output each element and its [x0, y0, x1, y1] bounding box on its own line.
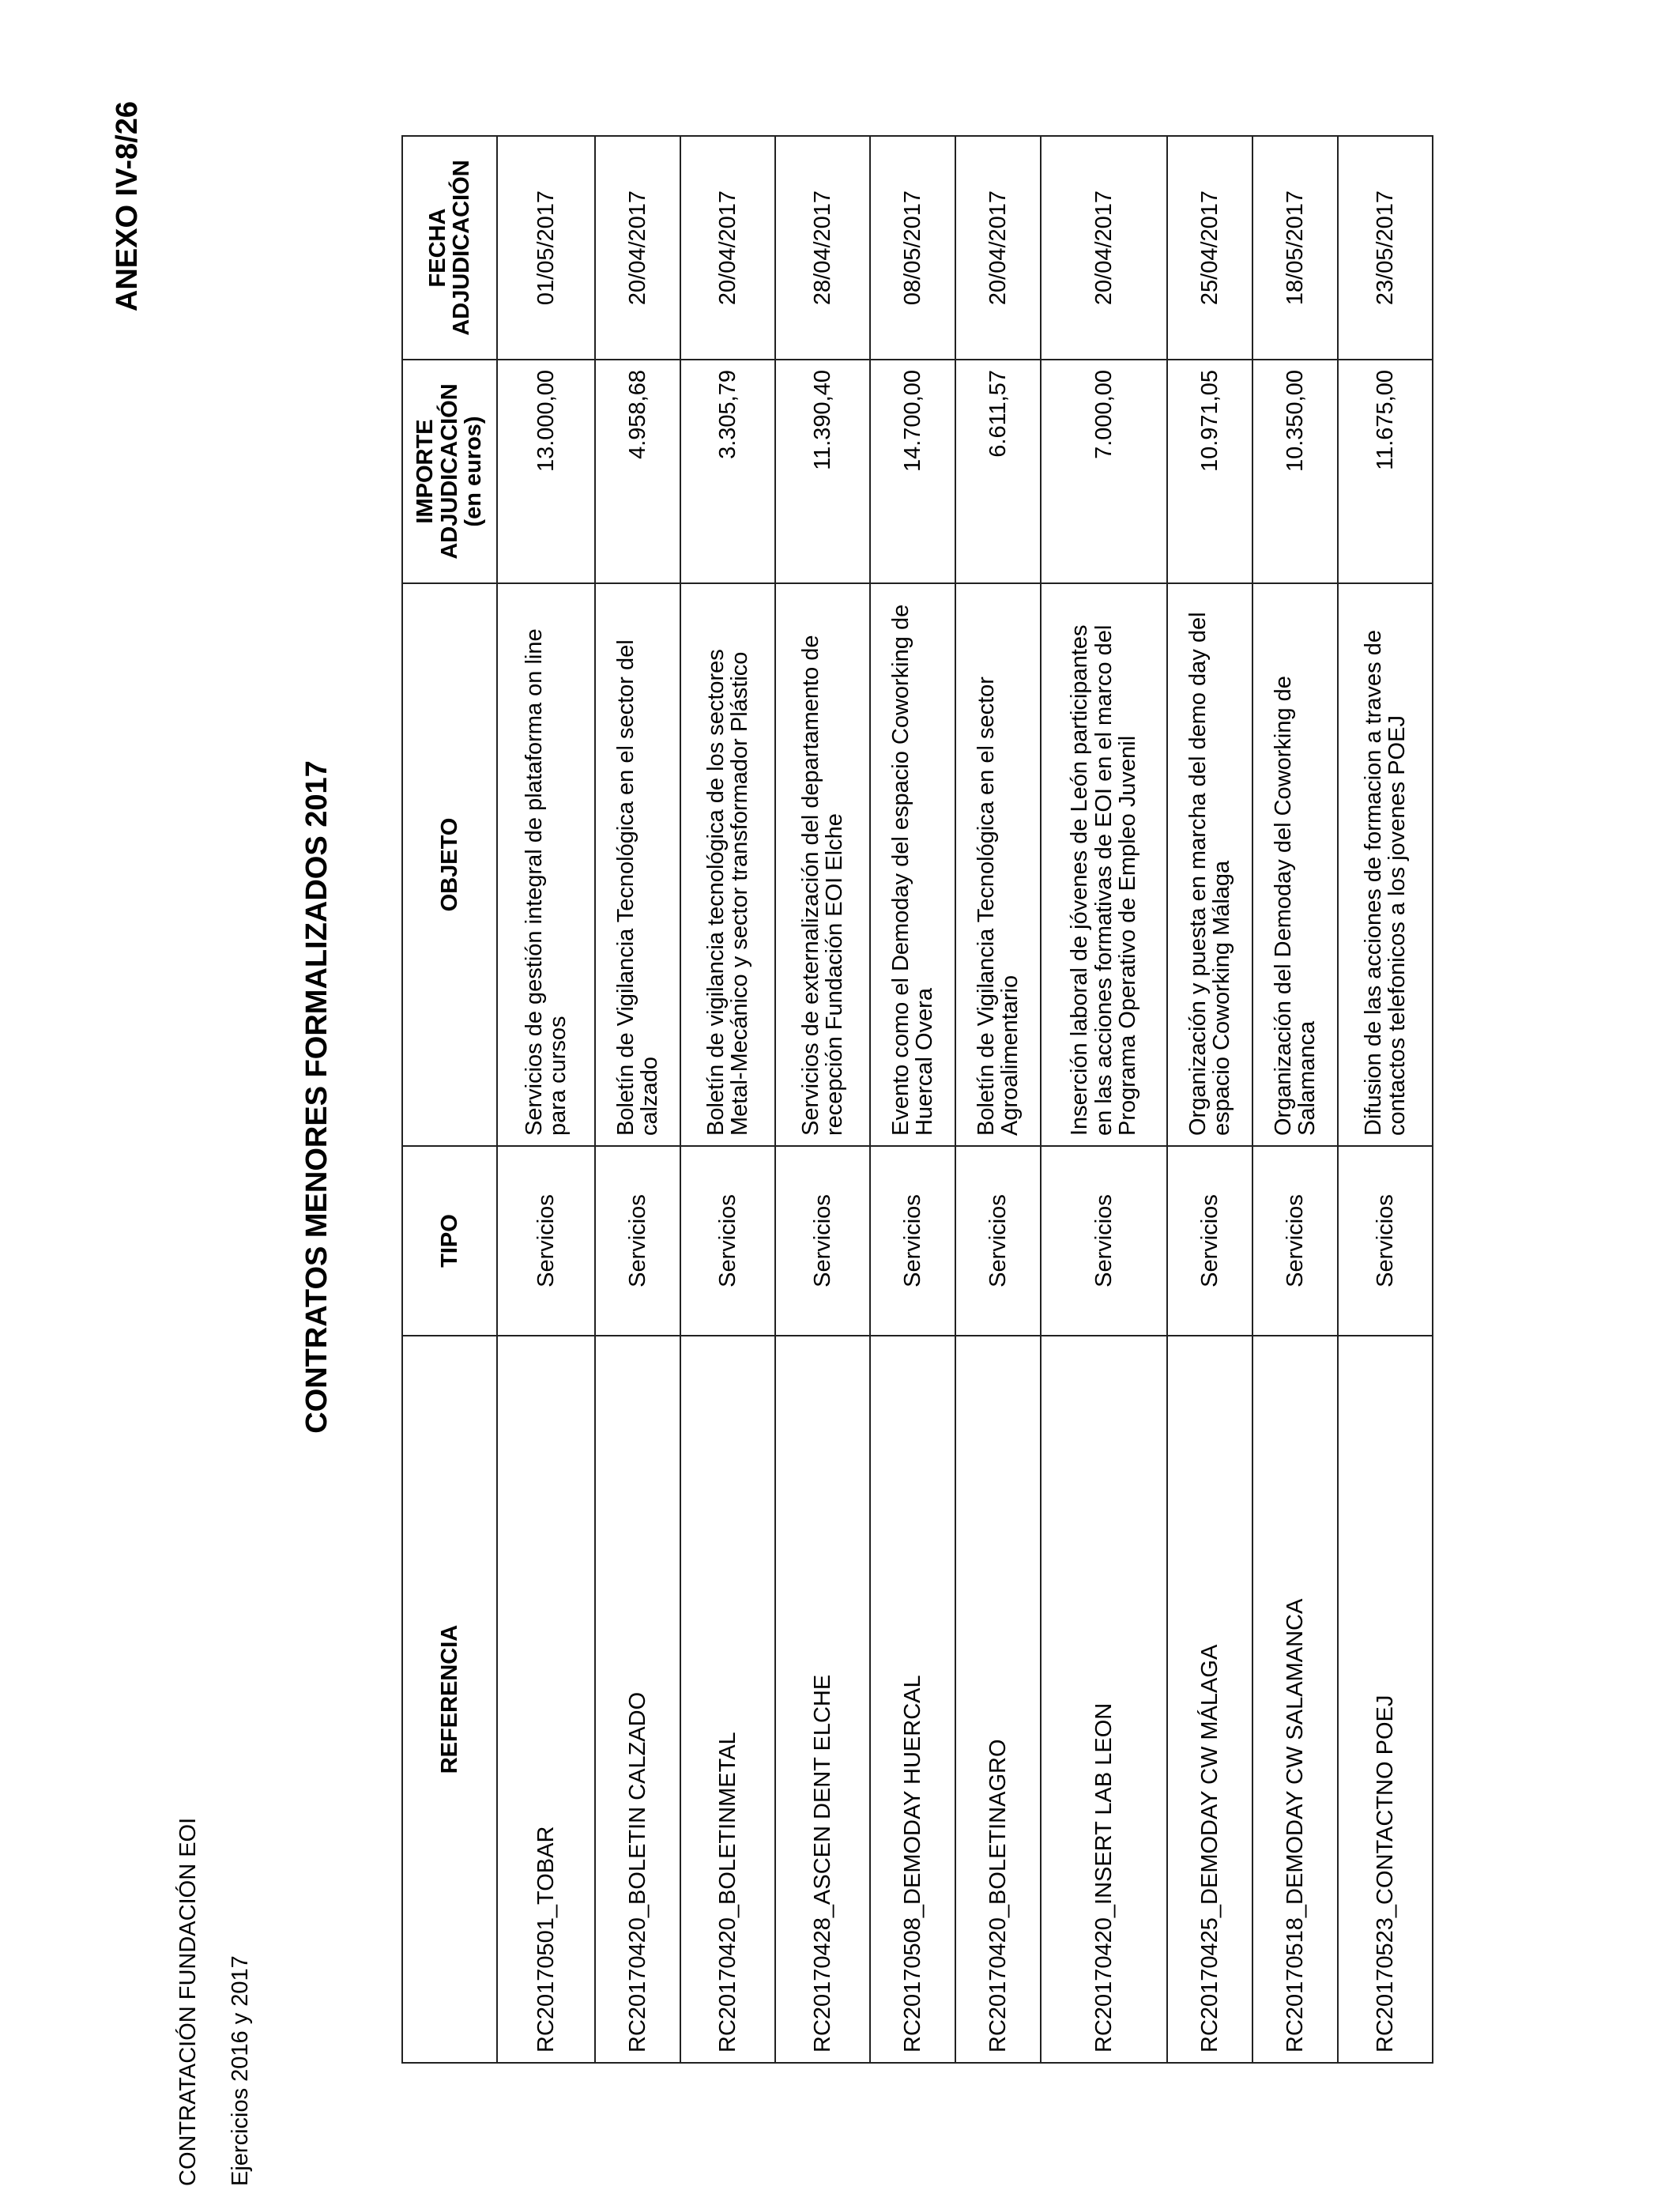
cell-referencia: RC20170523_CONTACTNO POEJ — [1338, 1336, 1433, 2063]
cell-referencia: RC20170428_ASCEN DENT ELCHE — [775, 1336, 870, 2063]
cell-objeto: Boletín de Vigilancia Tecnológica en el sector Agroalimentario — [955, 583, 1041, 1146]
cell-fecha: 23/05/2017 — [1338, 136, 1433, 360]
cell-objeto: Inserción laboral de jóvenes de León participantes en las acciones formativas de EOI en el marco del Programa Operativo de Empleo Juvenil — [1041, 583, 1167, 1146]
cell-importe: 3.305,79 — [680, 360, 775, 583]
cell-importe: 13.000,00 — [497, 360, 595, 583]
contracts-table — [401, 135, 1433, 2064]
table-row — [1041, 136, 1167, 2063]
organization-label: CONTRATACIÓN FUNDACIÓN EOI — [175, 1817, 201, 2186]
cell-tipo: Servicios — [1252, 1146, 1338, 1336]
column-header-fecha-line: ADJUDICACIÓN — [449, 160, 474, 336]
cell-fecha: 20/04/2017 — [955, 136, 1041, 360]
table-row — [1252, 136, 1338, 2063]
table-row — [497, 136, 595, 2063]
table-header-row — [402, 136, 497, 2063]
cell-importe: 7.000,00 — [1041, 360, 1167, 583]
cell-importe: 11.390,40 — [775, 360, 870, 583]
table-row — [955, 136, 1041, 2063]
cell-referencia: RC20170420_INSERT LAB LEON — [1041, 1336, 1167, 2063]
cell-objeto: Organización y puesta en marcha del demo day del espacio Coworking Málaga — [1167, 583, 1252, 1146]
table-row — [1167, 136, 1252, 2063]
cell-tipo: Servicios — [595, 1146, 680, 1336]
cell-tipo: Servicios — [680, 1146, 775, 1336]
document-header — [174, 1818, 255, 2186]
annex-number: ANEXO IV-8/26 — [111, 101, 144, 312]
cell-referencia: RC20170420_BOLETINMETAL — [680, 1336, 775, 2063]
column-header-fecha — [402, 136, 497, 360]
cell-fecha: 08/05/2017 — [870, 136, 955, 360]
cell-referencia: RC20170420_BOLETINAGRO — [955, 1336, 1041, 2063]
cell-fecha: 18/05/2017 — [1252, 136, 1338, 360]
column-header-importe-line: (en euros) — [461, 416, 487, 527]
table-row — [1338, 136, 1433, 2063]
cell-fecha: 20/04/2017 — [595, 136, 680, 360]
cell-fecha: 28/04/2017 — [775, 136, 870, 360]
table-row — [680, 136, 775, 2063]
table-row — [595, 136, 680, 2063]
cell-objeto: Boletín de vigilancia tecnológica de los sectores Metal-Mecánico y sector transformador Plástico — [680, 583, 775, 1146]
cell-objeto: Boletín de Vigilancia Tecnológica en el sector del calzado — [595, 583, 680, 1146]
column-header-importe — [402, 360, 497, 583]
column-header-importe-line: IMPORTE — [412, 419, 439, 524]
cell-objeto: Evento como el Demoday del espacio Coworking de Huercal Overa — [870, 583, 955, 1146]
column-header-tipo: TIPO — [402, 1146, 497, 1336]
cell-objeto: Servicios de gestión integral de plataforma on line para cursos — [497, 583, 595, 1146]
cell-tipo: Servicios — [1167, 1146, 1252, 1336]
cell-importe: 14.700,00 — [870, 360, 955, 583]
table-row — [775, 136, 870, 2063]
period-label: Ejercicios 2016 y 2017 — [227, 1955, 253, 2186]
cell-fecha: 20/04/2017 — [680, 136, 775, 360]
document-title: CONTRATOS MENORES FORMALIZADOS 2017 — [300, 760, 333, 1434]
cell-importe: 6.611,57 — [955, 360, 1041, 583]
cell-referencia: RC20170501_TOBAR — [497, 1336, 595, 2063]
cell-tipo: Servicios — [775, 1146, 870, 1336]
column-header-objeto: OBJETO — [402, 583, 497, 1146]
column-header-importe-line: ADJUDICACIÓN — [436, 383, 462, 560]
cell-objeto: Difusion de las acciones de formacion a traves de contactos telefonicos a los jovenes POEJ — [1338, 583, 1433, 1146]
cell-referencia: RC20170508_DEMODAY HUERCAL — [870, 1336, 955, 2063]
cell-referencia: RC20170420_BOLETIN CALZADO — [595, 1336, 680, 2063]
cell-tipo: Servicios — [1338, 1146, 1433, 1336]
cell-fecha: 20/04/2017 — [1041, 136, 1167, 360]
column-header-referencia: REFERENCIA — [402, 1336, 497, 2063]
cell-tipo: Servicios — [1041, 1146, 1167, 1336]
cell-tipo: Servicios — [497, 1146, 595, 1336]
cell-tipo: Servicios — [955, 1146, 1041, 1336]
cell-importe: 4.958,68 — [595, 360, 680, 583]
cell-importe: 10.971,05 — [1167, 360, 1252, 583]
column-header-fecha-line: FECHA — [424, 208, 450, 288]
cell-objeto: Organización del Demoday del Coworking de Salamanca — [1252, 583, 1338, 1146]
cell-fecha: 01/05/2017 — [497, 136, 595, 360]
cell-referencia: RC20170518_DEMODAY CW SALAMANCA — [1252, 1336, 1338, 2063]
cell-importe: 11.675,00 — [1338, 360, 1433, 583]
cell-referencia: RC20170425_DEMODAY CW MÁLAGA — [1167, 1336, 1252, 2063]
cell-importe: 10.350,00 — [1252, 360, 1338, 583]
cell-objeto: Servicios de externalización del departamento de recepción Fundación EOI Elche — [775, 583, 870, 1146]
table-row — [870, 136, 955, 2063]
cell-tipo: Servicios — [870, 1146, 955, 1336]
cell-fecha: 25/04/2017 — [1167, 136, 1252, 360]
